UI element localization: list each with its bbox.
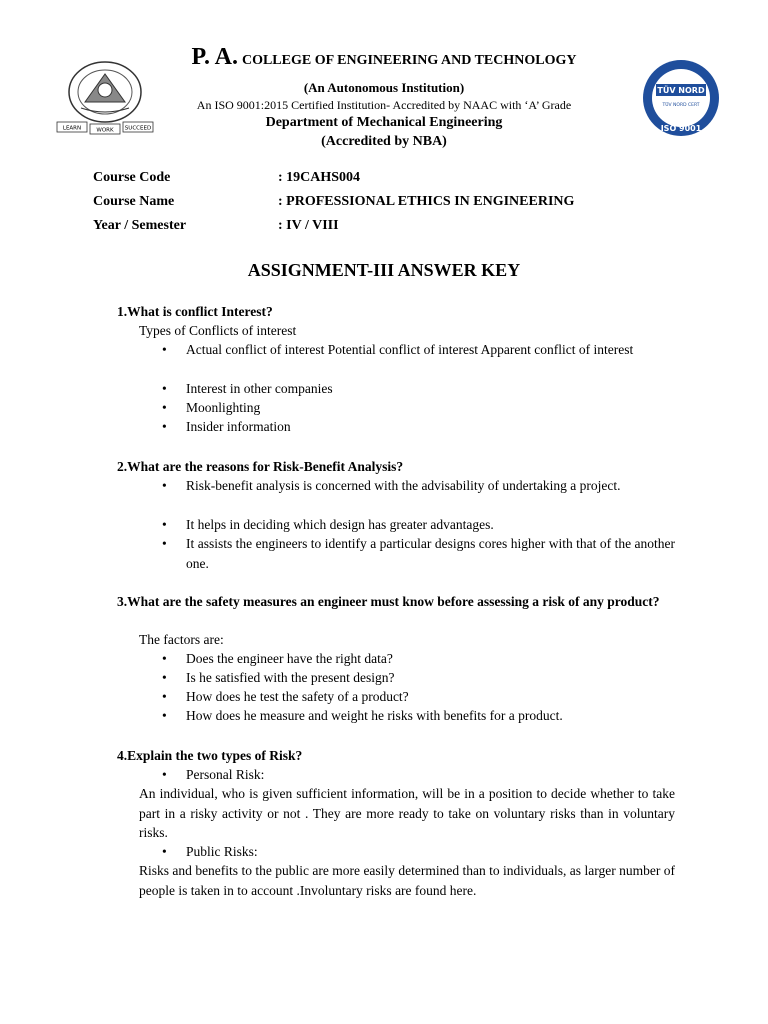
q3-item: How does he test the safety of a product? bbox=[186, 689, 409, 704]
tuv-nord-iso-logo bbox=[640, 58, 722, 138]
q4-personal-risk-text: An individual, who is given sufficient information, will be in a position to decide whether to take part in a risky activity or not . They are more ready to take on voluntary risks than in voluntary risks. bbox=[139, 786, 675, 840]
bullet-icon: • bbox=[162, 651, 167, 666]
q3-item: How does he measure and weight he risks with benefits for a product. bbox=[186, 708, 563, 723]
question-4: 4.Explain the two types of Risk? bbox=[117, 748, 303, 763]
q4-item-personal-risk: Personal Risk: bbox=[186, 767, 265, 782]
bullet-icon: • bbox=[162, 517, 167, 532]
course-name-label: Course Name bbox=[93, 194, 175, 209]
q1-item: Interest in other companies bbox=[186, 381, 333, 396]
course-name-value: : PROFESSIONAL ETHICS IN ENGINEERING bbox=[278, 194, 575, 209]
question-2: 2.What are the reasons for Risk-Benefit Analysis? bbox=[117, 459, 404, 474]
iso-line: An ISO 9001:2015 Certified Institution- Accredited by NAAC with ‘A’ Grade bbox=[196, 98, 572, 112]
seal-succeed-text: SUCCEED bbox=[124, 125, 152, 132]
accreditation-line: (Accredited by NBA) bbox=[321, 134, 447, 149]
college-name-rest: COLLEGE OF ENGINEERING AND TECHNOLOGY bbox=[241, 53, 577, 68]
q1-item: Moonlighting bbox=[186, 400, 261, 415]
q3-item: Does the engineer have the right data? bbox=[186, 651, 393, 666]
bullet-icon: • bbox=[162, 689, 167, 704]
q4-public-risks-text: Risks and benefits to the public are more easily determined than to individuals, as larger number of people is taken in to account .Involuntary risks are found here. bbox=[139, 863, 675, 898]
tuv-cert-text: TÜV NORD CERT bbox=[662, 103, 700, 108]
bullet-icon: • bbox=[162, 767, 167, 782]
seal-work-text: WORK bbox=[96, 127, 114, 134]
tuv-nord-text: TÜV NORD bbox=[657, 86, 705, 95]
bullet-icon: • bbox=[162, 844, 167, 859]
q2-item: It assists the engineers to identify a particular designs cores higher with that of the another one. bbox=[186, 536, 675, 571]
seal-learn-text: LEARN bbox=[62, 125, 82, 132]
bullet-icon: • bbox=[162, 478, 167, 493]
department-name: Department of Mechanical Engineering bbox=[265, 115, 503, 130]
q1-item: Insider information bbox=[186, 419, 291, 434]
year-semester-label: Year / Semester bbox=[93, 218, 187, 233]
q2-item: Risk-benefit analysis is concerned with the advisability of undertaking a project. bbox=[186, 478, 621, 493]
bullet-icon: • bbox=[162, 670, 167, 685]
page-title: ASSIGNMENT-III ANSWER KEY bbox=[247, 260, 521, 280]
bullet-icon: • bbox=[162, 400, 167, 415]
bullet-icon: • bbox=[162, 381, 167, 396]
q2-item: It helps in deciding which design has greater advantages. bbox=[186, 517, 494, 532]
q1-intro: Types of Conflicts of interest bbox=[139, 323, 297, 338]
question-1: 1.What is conflict Interest? bbox=[117, 304, 273, 319]
bullet-icon: • bbox=[162, 536, 167, 551]
bullet-icon: • bbox=[162, 708, 167, 723]
q1-item: Actual conflict of interest Potential conflict of interest Apparent conflict of interest bbox=[186, 342, 634, 357]
bullet-icon: • bbox=[162, 419, 167, 434]
q4-item-public-risks: Public Risks: bbox=[186, 844, 258, 859]
course-code-label: Course Code bbox=[93, 170, 171, 185]
q3-intro: The factors are: bbox=[139, 632, 224, 647]
q3-item: Is he satisfied with the present design? bbox=[186, 670, 395, 685]
course-code-value: : 19CAHS004 bbox=[278, 170, 361, 185]
bullet-icon: • bbox=[162, 342, 167, 357]
autonomous-line: (An Autonomous Institution) bbox=[303, 80, 465, 95]
college-initials: P. A. bbox=[191, 44, 238, 70]
question-3: 3.What are the safety measures an engineer must know before assessing a risk of any product? bbox=[117, 594, 660, 609]
iso-9001-text: ISO 9001 bbox=[660, 124, 702, 133]
year-semester-value: : IV / VIII bbox=[278, 218, 339, 233]
